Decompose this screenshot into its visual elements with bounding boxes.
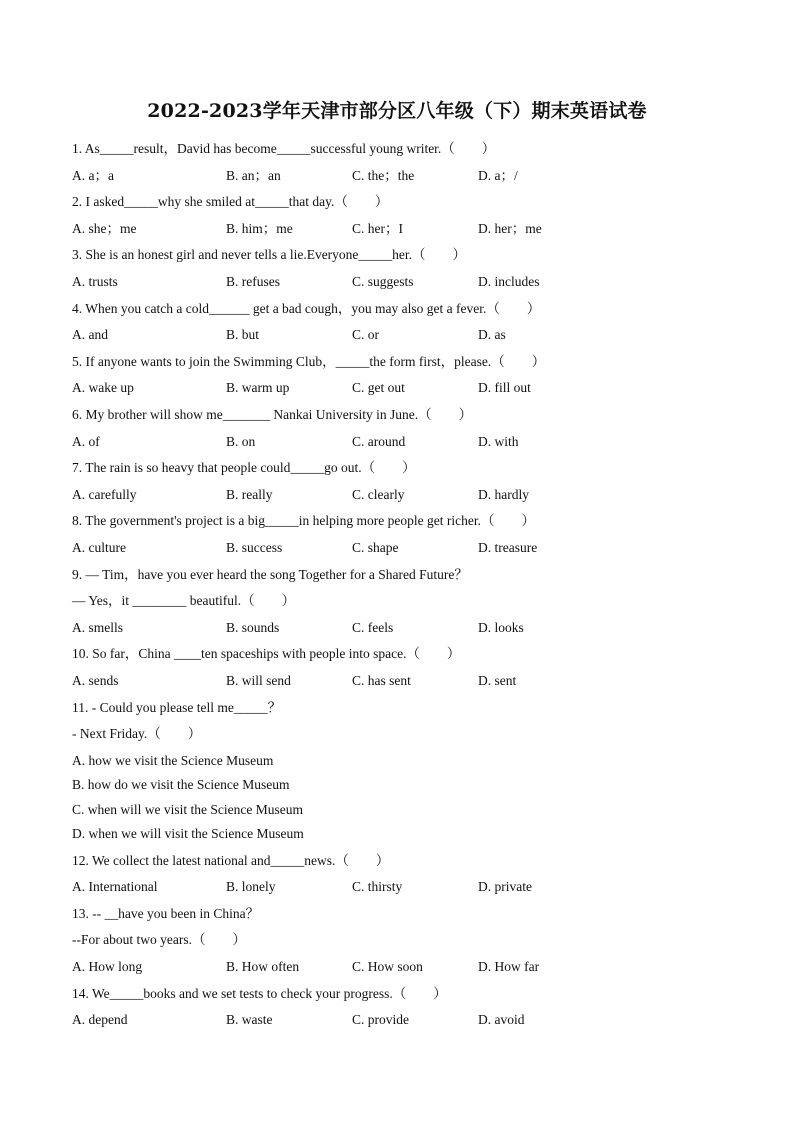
option-c[interactable]: C. suggests	[352, 274, 414, 289]
option-b[interactable]: B. will send	[226, 673, 291, 688]
option-d[interactable]: D. her；me	[478, 220, 542, 236]
question-stem: 7. The rain is so heavy that people could_____go out.（ ）	[72, 460, 416, 476]
option-d[interactable]: D. when we will visit the Science Museum	[72, 826, 304, 841]
option-d[interactable]: D. includes	[478, 274, 540, 289]
option-d[interactable]: D. sent	[478, 673, 517, 688]
option-b[interactable]: B. warm up	[226, 380, 290, 396]
question-dialogue-line: --For about two years.（ ）	[72, 932, 246, 948]
option-a[interactable]: A. depend	[72, 1012, 128, 1028]
option-c[interactable]: C. get out	[352, 380, 405, 396]
option-c[interactable]: C. has sent	[352, 673, 411, 688]
option-b[interactable]: B. How often	[226, 959, 300, 974]
option-b[interactable]: B. success	[226, 540, 283, 555]
option-d[interactable]: D. hardly	[478, 486, 529, 502]
option-b[interactable]: B. refuses	[226, 274, 280, 289]
option-d[interactable]: D. treasure	[478, 540, 538, 555]
question-stem: 14. We_____books and we set tests to check your progress.（ ）	[72, 985, 447, 1001]
question-stem: 9. — Tim，have you ever heard the song Together for a Shared Future？	[72, 566, 468, 582]
option-b[interactable]: B. waste	[226, 1012, 273, 1028]
option-a[interactable]: A. trusts	[72, 274, 118, 289]
option-d[interactable]: D. private	[478, 879, 532, 895]
option-a[interactable]: A. International	[72, 879, 158, 895]
option-a[interactable]: A. smells	[72, 619, 124, 635]
question-stem: 2. I asked_____why she smiled at_____that day.（ ）	[72, 194, 389, 210]
option-b[interactable]: B. really	[226, 486, 273, 502]
option-a[interactable]: A. carefully	[72, 486, 137, 502]
question-stem: 12. We collect the latest national and_____news.（ ）	[72, 852, 390, 868]
question-stem: 1. As_____result，David has become_____successful young writer.（ ）	[72, 141, 496, 156]
option-c[interactable]: C. thirsty	[352, 879, 403, 895]
question-stem: 13. -- __have you been in China？	[72, 905, 260, 921]
option-c[interactable]: C. the；the	[352, 167, 415, 183]
option-c[interactable]: C. shape	[352, 540, 399, 555]
option-c[interactable]: C. clearly	[352, 486, 405, 502]
question-stem: 4. When you catch a cold______ get a bad cough，you may also get a fever.（ ）	[72, 300, 541, 316]
option-a[interactable]: A. how we visit the Science Museum	[72, 752, 274, 768]
option-d[interactable]: D. fill out	[478, 380, 531, 396]
option-d[interactable]: D. How far	[478, 959, 540, 974]
option-b[interactable]: B. lonely	[226, 879, 276, 895]
option-a[interactable]: A. wake up	[72, 380, 134, 396]
option-c[interactable]: C. around	[352, 433, 406, 449]
option-b[interactable]: B. on	[226, 433, 256, 449]
option-d[interactable]: D. as	[478, 327, 506, 343]
option-c[interactable]: C. her；I	[352, 220, 403, 236]
option-d[interactable]: D. a；/	[478, 167, 518, 183]
option-b[interactable]: B. sounds	[226, 619, 280, 635]
option-a[interactable]: A. and	[72, 327, 108, 343]
option-b[interactable]: B. but	[226, 327, 260, 343]
page-title: 2022-2023学年天津市部分区八年级（下）期末英语试卷	[147, 100, 647, 122]
option-d[interactable]: D. with	[478, 433, 519, 449]
question-stem: 5. If anyone wants to join the Swimming Club，_____the form first，please.（ ）	[72, 353, 546, 369]
option-c[interactable]: C. when will we visit the Science Museum	[72, 801, 303, 817]
option-a[interactable]: A. How long	[72, 959, 143, 974]
option-b[interactable]: B. him；me	[226, 220, 293, 236]
question-stem: 8. The government's project is a big_____in helping more people get richer.（ ）	[72, 513, 535, 529]
question-stem: 6. My brother will show me_______ Nankai University in June.（ ）	[72, 407, 473, 422]
option-a[interactable]: A. of	[72, 433, 100, 449]
option-c[interactable]: C. or	[352, 327, 379, 343]
option-b[interactable]: B. how do we visit the Science Museum	[72, 777, 290, 793]
option-a[interactable]: A. sends	[72, 673, 119, 688]
question-stem: 3. She is an honest girl and never tells a lie.Everyone_____her.（ ）	[72, 247, 467, 263]
option-d[interactable]: D. looks	[478, 619, 524, 635]
option-d[interactable]: D. avoid	[478, 1012, 525, 1028]
question-dialogue-line: — Yes，it ________ beautiful.（ ）	[72, 593, 296, 609]
option-a[interactable]: A. culture	[72, 540, 126, 555]
question-stem: 10. So far，China ____ten spaceships with people into space.（ ）	[72, 646, 461, 662]
option-c[interactable]: C. How soon	[352, 959, 423, 974]
question-stem: 11. - Could you please tell me_____？	[72, 699, 282, 715]
option-a[interactable]: A. a；a	[72, 167, 114, 183]
option-b[interactable]: B. an；an	[226, 167, 281, 183]
option-a[interactable]: A. she；me	[72, 220, 137, 236]
option-c[interactable]: C. feels	[352, 619, 394, 635]
question-dialogue-line: - Next Friday.（ ）	[72, 726, 202, 742]
option-c[interactable]: C. provide	[352, 1012, 409, 1028]
